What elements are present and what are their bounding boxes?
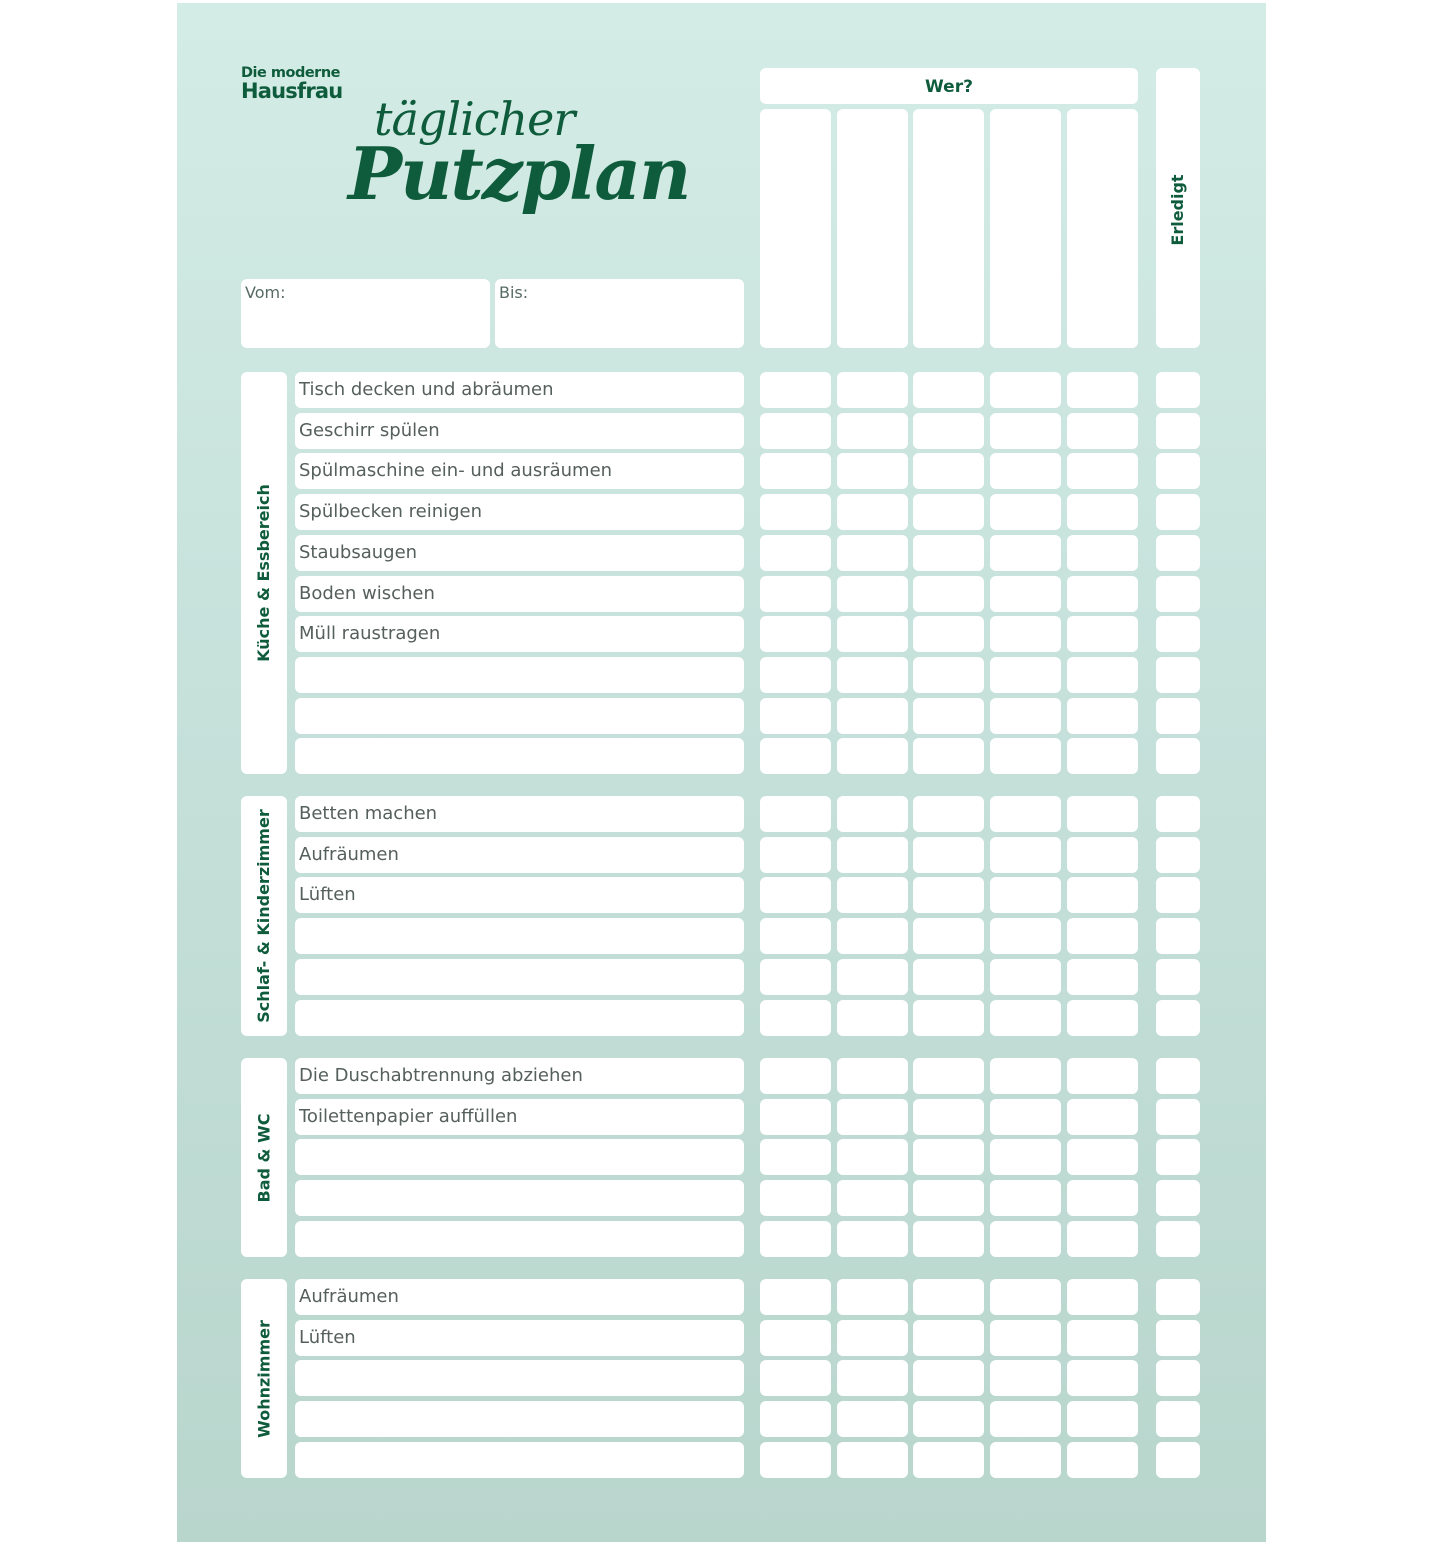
assignee-cell[interactable] [760, 1139, 831, 1175]
assignee-cell[interactable] [913, 1320, 984, 1356]
task-label: Boden wischen [299, 583, 435, 604]
assignee-cell[interactable] [990, 413, 1061, 449]
done-checkbox[interactable] [1156, 918, 1200, 954]
assignee-cell[interactable] [760, 1058, 831, 1094]
assignee-cell[interactable] [760, 1320, 831, 1356]
task-row[interactable] [295, 1442, 744, 1478]
to-date-field[interactable] [495, 279, 744, 348]
assignee-cell[interactable] [1067, 453, 1138, 489]
assignee-cell[interactable] [913, 413, 984, 449]
assignee-cell[interactable] [1067, 372, 1138, 408]
done-checkbox[interactable] [1156, 1360, 1200, 1396]
assignee-cell[interactable] [837, 1058, 908, 1094]
assignee-cell[interactable] [913, 494, 984, 530]
assignee-cell[interactable] [1067, 1000, 1138, 1036]
assignee-cell[interactable] [837, 1320, 908, 1356]
assignee-cell[interactable] [1067, 616, 1138, 652]
assignee-cell[interactable] [837, 372, 908, 408]
done-checkbox[interactable] [1156, 657, 1200, 693]
done-checkbox[interactable] [1156, 1279, 1200, 1315]
assignee-cell[interactable] [760, 837, 831, 873]
assignee-cell[interactable] [913, 698, 984, 734]
assignee-cell[interactable] [760, 453, 831, 489]
assignee-cell[interactable] [990, 1401, 1061, 1437]
category-label: Bad & WC [254, 1113, 273, 1202]
assignee-cell[interactable] [990, 1320, 1061, 1356]
assignee-cell[interactable] [913, 738, 984, 774]
assignee-cell[interactable] [1067, 1279, 1138, 1315]
assignee-cell[interactable] [990, 1058, 1061, 1094]
task-row[interactable] [295, 698, 744, 734]
task-row[interactable] [295, 1000, 744, 1036]
assignee-cell[interactable] [1067, 1320, 1138, 1356]
assignee-cell[interactable] [913, 535, 984, 571]
done-checkbox[interactable] [1156, 1221, 1200, 1257]
assignee-cell[interactable] [760, 1360, 831, 1396]
done-checkbox[interactable] [1156, 1099, 1200, 1135]
assignee-cell[interactable] [837, 1180, 908, 1216]
assignee-cell[interactable] [760, 1221, 831, 1257]
task-label: Aufräumen [299, 1286, 399, 1307]
assignee-cell[interactable] [837, 918, 908, 954]
task-label: Lüften [299, 884, 356, 905]
done-checkbox[interactable] [1156, 1401, 1200, 1437]
assignee-cell[interactable] [837, 1000, 908, 1036]
assignee-cell[interactable] [913, 1221, 984, 1257]
task-row[interactable] [295, 657, 744, 693]
who-header: Wer? [925, 77, 973, 97]
assignee-cell[interactable] [837, 1099, 908, 1135]
assignee-cell[interactable] [760, 657, 831, 693]
assignee-cell[interactable] [1067, 959, 1138, 995]
assignee-cell[interactable] [990, 453, 1061, 489]
assignee-cell[interactable] [990, 738, 1061, 774]
assignee-cell[interactable] [837, 616, 908, 652]
assignee-cell[interactable] [760, 1442, 831, 1478]
assignee-cell[interactable] [837, 657, 908, 693]
task-label: Staubsaugen [299, 542, 418, 563]
assignee-cell[interactable] [913, 1401, 984, 1437]
assignee-cell[interactable] [913, 616, 984, 652]
brand-line-1: Die moderne [241, 65, 340, 81]
assignee-cell[interactable] [990, 1221, 1061, 1257]
assignee-cell[interactable] [990, 1180, 1061, 1216]
assignee-cell[interactable] [913, 1000, 984, 1036]
assignee-cell[interactable] [760, 1279, 831, 1315]
assignee-cell[interactable] [760, 877, 831, 913]
category-label: Wohnzimmer [254, 1319, 273, 1438]
task-row[interactable] [295, 959, 744, 995]
task-row[interactable] [295, 877, 744, 913]
category-label: Küche & Essbereich [254, 484, 273, 662]
assignee-cell[interactable] [913, 453, 984, 489]
assignee-cell[interactable] [837, 535, 908, 571]
assignee-cell[interactable] [837, 494, 908, 530]
task-label: Geschirr spülen [299, 420, 440, 441]
task-row[interactable] [295, 918, 744, 954]
assignee-cell[interactable] [1067, 535, 1138, 571]
assignee-cell[interactable] [990, 1279, 1061, 1315]
assignee-cell[interactable] [913, 576, 984, 612]
assignee-cell[interactable] [837, 796, 908, 832]
assignee-cell[interactable] [760, 1099, 831, 1135]
assignee-cell[interactable] [913, 1180, 984, 1216]
assignee-cell[interactable] [990, 1442, 1061, 1478]
assignee-cell[interactable] [837, 1139, 908, 1175]
task-label: Müll raustragen [299, 623, 441, 644]
assignee-cell[interactable] [760, 413, 831, 449]
assignee-cell[interactable] [1067, 1180, 1138, 1216]
done-checkbox[interactable] [1156, 1320, 1200, 1356]
assignee-cell[interactable] [913, 837, 984, 873]
assignee-cell[interactable] [990, 1360, 1061, 1396]
assignee-cell[interactable] [990, 576, 1061, 612]
assignee-cell[interactable] [837, 1279, 908, 1315]
person-name-column-5[interactable] [1067, 109, 1138, 348]
task-row[interactable] [295, 1401, 744, 1437]
person-name-column-2[interactable] [837, 109, 908, 348]
assignee-cell[interactable] [990, 837, 1061, 873]
assignee-cell[interactable] [837, 738, 908, 774]
assignee-cell[interactable] [913, 877, 984, 913]
person-name-column-1[interactable] [760, 109, 831, 348]
assignee-cell[interactable] [990, 959, 1061, 995]
assignee-cell[interactable] [990, 494, 1061, 530]
to-date-label: Bis: [499, 283, 529, 302]
assignee-cell[interactable] [760, 1000, 831, 1036]
brand-line-2: Hausfrau [241, 78, 343, 103]
assignee-cell[interactable] [760, 616, 831, 652]
assignee-cell[interactable] [913, 1139, 984, 1175]
task-label: Toilettenpapier auffüllen [299, 1106, 518, 1127]
task-row[interactable] [295, 1360, 744, 1396]
assignee-cell[interactable] [913, 959, 984, 995]
assignee-cell[interactable] [1067, 657, 1138, 693]
assignee-cell[interactable] [760, 372, 831, 408]
task-row[interactable] [295, 1139, 744, 1175]
done-checkbox[interactable] [1156, 535, 1200, 571]
assignee-cell[interactable] [1067, 1139, 1138, 1175]
task-label: Spülmaschine ein- und ausräumen [299, 460, 613, 481]
assignee-cell[interactable] [990, 877, 1061, 913]
done-checkbox[interactable] [1156, 576, 1200, 612]
category-label: Schlaf- & Kinderzimmer [254, 809, 273, 1023]
person-name-column-4[interactable] [990, 109, 1061, 348]
assignee-cell[interactable] [837, 1221, 908, 1257]
assignee-cell[interactable] [1067, 918, 1138, 954]
done-header: Erledigt [1168, 174, 1187, 246]
done-checkbox[interactable] [1156, 1442, 1200, 1478]
assignee-cell[interactable] [760, 738, 831, 774]
assignee-cell[interactable] [760, 959, 831, 995]
task-label: Aufräumen [299, 844, 399, 865]
assignee-cell[interactable] [990, 372, 1061, 408]
assignee-cell[interactable] [760, 576, 831, 612]
assignee-cell[interactable] [913, 657, 984, 693]
task-row[interactable] [295, 1180, 744, 1216]
assignee-cell[interactable] [837, 453, 908, 489]
assignee-cell[interactable] [837, 698, 908, 734]
task-row[interactable] [295, 1320, 744, 1356]
assignee-cell[interactable] [1067, 1099, 1138, 1135]
assignee-cell[interactable] [990, 616, 1061, 652]
task-label: Betten machen [299, 803, 438, 824]
done-checkbox[interactable] [1156, 616, 1200, 652]
task-row[interactable] [295, 1221, 744, 1257]
assignee-cell[interactable] [837, 877, 908, 913]
done-checkbox[interactable] [1156, 837, 1200, 873]
assignee-cell[interactable] [990, 657, 1061, 693]
assignee-cell[interactable] [913, 918, 984, 954]
done-checkbox[interactable] [1156, 1139, 1200, 1175]
assignee-cell[interactable] [913, 372, 984, 408]
task-row[interactable] [295, 738, 744, 774]
assignee-cell[interactable] [1067, 413, 1138, 449]
assignee-cell[interactable] [760, 796, 831, 832]
assignee-cell[interactable] [837, 1442, 908, 1478]
task-label: Spülbecken reinigen [299, 501, 483, 522]
assignee-cell[interactable] [913, 1099, 984, 1135]
assignee-cell[interactable] [1067, 877, 1138, 913]
assignee-cell[interactable] [990, 1000, 1061, 1036]
assignee-cell[interactable] [1067, 1442, 1138, 1478]
done-checkbox[interactable] [1156, 494, 1200, 530]
assignee-cell[interactable] [913, 796, 984, 832]
assignee-cell[interactable] [760, 1401, 831, 1437]
assignee-cell[interactable] [990, 1099, 1061, 1135]
assignee-cell[interactable] [990, 918, 1061, 954]
assignee-cell[interactable] [1067, 796, 1138, 832]
assignee-cell[interactable] [837, 413, 908, 449]
brand-logo [241, 66, 342, 102]
assignee-cell[interactable] [990, 1139, 1061, 1175]
assignee-cell[interactable] [760, 494, 831, 530]
assignee-cell[interactable] [1067, 698, 1138, 734]
task-label: Lüften [299, 1327, 356, 1348]
assignee-cell[interactable] [913, 1279, 984, 1315]
assignee-cell[interactable] [1067, 1360, 1138, 1396]
done-checkbox[interactable] [1156, 453, 1200, 489]
assignee-cell[interactable] [1067, 1221, 1138, 1257]
done-checkbox[interactable] [1156, 698, 1200, 734]
assignee-cell[interactable] [1067, 1058, 1138, 1094]
assignee-cell[interactable] [837, 1401, 908, 1437]
assignee-cell[interactable] [837, 576, 908, 612]
done-checkbox[interactable] [1156, 738, 1200, 774]
assignee-cell[interactable] [760, 918, 831, 954]
assignee-cell[interactable] [1067, 494, 1138, 530]
assignee-cell[interactable] [913, 1360, 984, 1396]
assignee-cell[interactable] [837, 1360, 908, 1396]
done-checkbox[interactable] [1156, 959, 1200, 995]
task-label: Die Duschabtrennung abziehen [299, 1065, 583, 1086]
title-line-2: Putzplan [348, 131, 690, 216]
done-checkbox[interactable] [1156, 372, 1200, 408]
assignee-cell[interactable] [1067, 1401, 1138, 1437]
done-checkbox[interactable] [1156, 1180, 1200, 1216]
assignee-cell[interactable] [990, 535, 1061, 571]
assignee-cell[interactable] [913, 1442, 984, 1478]
task-label: Tisch decken und abräumen [299, 379, 554, 400]
assignee-cell[interactable] [837, 959, 908, 995]
assignee-cell[interactable] [990, 796, 1061, 832]
assignee-cell[interactable] [1067, 738, 1138, 774]
done-checkbox[interactable] [1156, 1058, 1200, 1094]
done-checkbox[interactable] [1156, 413, 1200, 449]
assignee-cell[interactable] [760, 535, 831, 571]
person-name-column-3[interactable] [913, 109, 984, 348]
assignee-cell[interactable] [760, 698, 831, 734]
title-line-1: täglicher [374, 92, 575, 146]
assignee-cell[interactable] [837, 837, 908, 873]
assignee-cell[interactable] [1067, 576, 1138, 612]
from-date-label: Vom: [245, 283, 286, 302]
done-checkbox[interactable] [1156, 1000, 1200, 1036]
done-checkbox[interactable] [1156, 877, 1200, 913]
done-checkbox[interactable] [1156, 796, 1200, 832]
assignee-cell[interactable] [913, 1058, 984, 1094]
assignee-cell[interactable] [1067, 837, 1138, 873]
assignee-cell[interactable] [760, 1180, 831, 1216]
assignee-cell[interactable] [990, 698, 1061, 734]
